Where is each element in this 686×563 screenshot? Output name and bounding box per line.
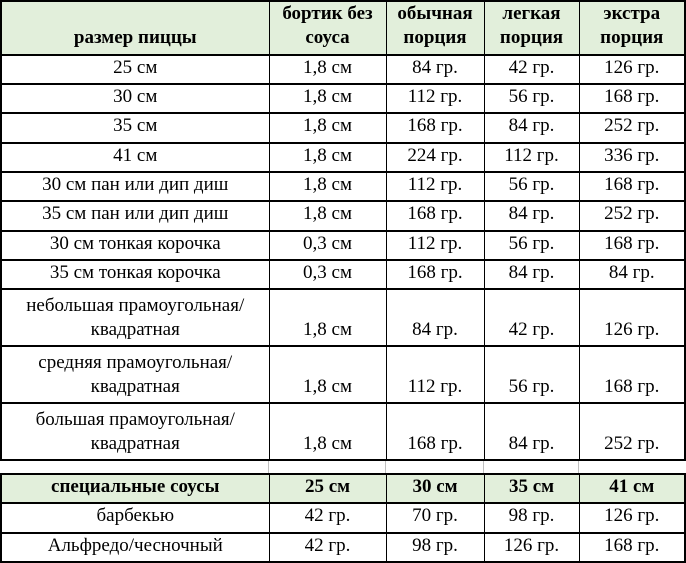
column-header-regular-portion: обычная порция xyxy=(386,1,484,55)
value-cell: 112 гр. xyxy=(386,231,484,260)
value-cell: 252 гр. xyxy=(579,113,685,142)
value-cell: 84 гр. xyxy=(579,260,685,289)
value-cell: 98 гр. xyxy=(386,533,484,562)
header-row xyxy=(1,1,685,55)
row-label-cell: большая прамоугольная/квадратная xyxy=(1,403,269,460)
value-cell: 168 гр. xyxy=(386,403,484,460)
value-cell: 84 гр. xyxy=(484,403,579,460)
value-cell: 168 гр. xyxy=(386,113,484,142)
value-cell: 168 гр. xyxy=(579,84,685,113)
value-cell: 84 гр. xyxy=(484,113,579,142)
table-row xyxy=(1,503,685,532)
value-cell: 1,8 см xyxy=(269,143,386,172)
value-cell: 84 гр. xyxy=(484,201,579,230)
value-cell: 168 гр. xyxy=(579,231,685,260)
table-gap xyxy=(0,461,686,473)
value-cell: 42 гр. xyxy=(484,289,579,346)
column-header-extra-portion: экстра порция xyxy=(579,1,685,55)
row-label-cell: средняя прамоугольная/квадратная xyxy=(1,346,269,403)
value-cell: 126 гр. xyxy=(484,533,579,562)
value-cell: 1,8 см xyxy=(269,84,386,113)
table-row xyxy=(1,346,685,403)
row-label-cell: 30 см xyxy=(1,84,269,113)
value-cell: 112 гр. xyxy=(386,84,484,113)
value-cell: 1,8 см xyxy=(269,55,386,84)
column-header-light-portion: легкая порция xyxy=(484,1,579,55)
value-cell: 56 гр. xyxy=(484,346,579,403)
value-cell: 252 гр. xyxy=(579,201,685,230)
value-cell: 70 гр. xyxy=(386,503,484,532)
row-label-cell: 35 см пан или дип диш xyxy=(1,201,269,230)
value-cell: 42 гр. xyxy=(269,533,386,562)
value-cell: 42 гр. xyxy=(269,503,386,532)
row-label-cell: барбекью xyxy=(1,503,269,532)
header-row xyxy=(1,474,685,503)
row-label-cell: Альфредо/чесночный xyxy=(1,533,269,562)
table-row xyxy=(1,231,685,260)
value-cell: 126 гр. xyxy=(579,55,685,84)
column-header-35cm: 35 см xyxy=(484,474,579,503)
value-cell: 168 гр. xyxy=(579,533,685,562)
value-cell: 1,8 см xyxy=(269,172,386,201)
table-row xyxy=(1,260,685,289)
sauce-table-header xyxy=(1,474,685,503)
value-cell: 336 гр. xyxy=(579,143,685,172)
value-cell: 84 гр. xyxy=(386,289,484,346)
table-row xyxy=(1,403,685,460)
value-cell: 98 гр. xyxy=(484,503,579,532)
value-cell: 1,8 см xyxy=(269,403,386,460)
value-cell: 0,3 см xyxy=(269,231,386,260)
sauce-table-body xyxy=(1,503,685,562)
value-cell: 168 гр. xyxy=(386,201,484,230)
value-cell: 168 гр. xyxy=(579,172,685,201)
value-cell: 84 гр. xyxy=(484,260,579,289)
size-table-body xyxy=(1,55,685,461)
value-cell: 84 гр. xyxy=(386,55,484,84)
value-cell: 112 гр. xyxy=(386,346,484,403)
row-label-cell: 30 см тонкая корочка xyxy=(1,231,269,260)
column-header-pizza-size: размер пиццы xyxy=(1,1,269,55)
table-row xyxy=(1,201,685,230)
value-cell: 126 гр. xyxy=(579,289,685,346)
value-cell: 0,3 см xyxy=(269,260,386,289)
value-cell: 56 гр. xyxy=(484,231,579,260)
value-cell: 112 гр. xyxy=(484,143,579,172)
row-label-cell: 41 см xyxy=(1,143,269,172)
value-cell: 168 гр. xyxy=(579,346,685,403)
table-row xyxy=(1,172,685,201)
value-cell: 168 гр. xyxy=(386,260,484,289)
sauce-table xyxy=(0,473,686,563)
value-cell: 1,8 см xyxy=(269,289,386,346)
table-row xyxy=(1,143,685,172)
table-row xyxy=(1,289,685,346)
row-label-cell: 35 см тонкая корочка xyxy=(1,260,269,289)
gridline-stub xyxy=(385,461,386,473)
row-label-cell: 25 см xyxy=(1,55,269,84)
value-cell: 56 гр. xyxy=(484,172,579,201)
gridline-stub xyxy=(268,461,269,473)
value-cell: 112 гр. xyxy=(386,172,484,201)
value-cell: 1,8 см xyxy=(269,113,386,142)
value-cell: 252 гр. xyxy=(579,403,685,460)
column-header-25cm: 25 см xyxy=(269,474,386,503)
table-row xyxy=(1,533,685,562)
column-header-special-sauces: специальные соусы xyxy=(1,474,269,503)
value-cell: 126 гр. xyxy=(579,503,685,532)
value-cell: 224 гр. xyxy=(386,143,484,172)
size-table-header xyxy=(1,1,685,55)
value-cell: 56 гр. xyxy=(484,84,579,113)
gridline-stub xyxy=(483,461,484,473)
table-row xyxy=(1,55,685,84)
row-label-cell: небольшая прамоугольная/квадратная xyxy=(1,289,269,346)
table-row xyxy=(1,113,685,142)
column-header-crust-no-sauce: бортик без соуса xyxy=(269,1,386,55)
value-cell: 1,8 см xyxy=(269,346,386,403)
row-label-cell: 35 см xyxy=(1,113,269,142)
column-header-30cm: 30 см xyxy=(386,474,484,503)
value-cell: 42 гр. xyxy=(484,55,579,84)
gridline-stub xyxy=(578,461,579,473)
row-label-cell: 30 см пан или дип диш xyxy=(1,172,269,201)
column-header-41cm: 41 см xyxy=(579,474,685,503)
value-cell: 1,8 см xyxy=(269,201,386,230)
table-row xyxy=(1,84,685,113)
